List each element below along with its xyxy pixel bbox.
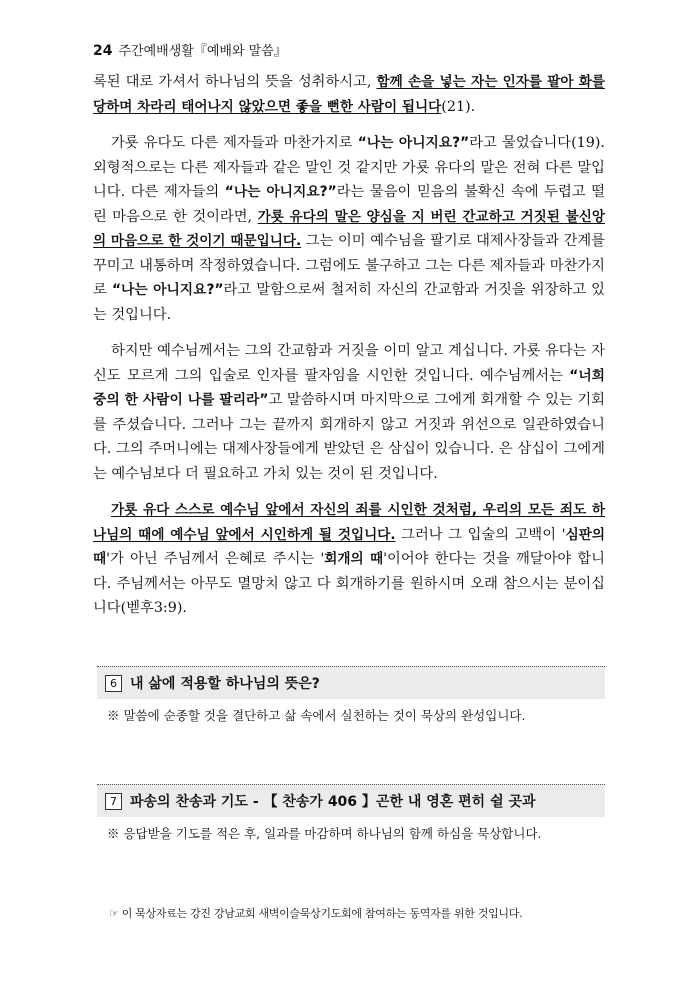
footer-note <box>109 905 522 921</box>
footer-text: ☞ 이 묵상자료는 강진 강남교회 새벽이슬묵상기도회에 참여하는 동역자를 위한 것입니다. <box>109 907 523 920</box>
quote: “나는 아니지요?” <box>357 135 470 151</box>
text-run: 고 말씀하시며 마지막으로 그에게 회개할 수 있는 기회를 주셨습니다. 그러나 그는 끝까지 회개하지 않고 거짓과 위선으로 일관하였습니다. 그의 주머니에는 대제사장들에게 받았던 은 삼십이 있습니다. 은 삼십이 그에게는 예수님보다 더 필요하고 가치 있는 것이 된 것입니다. <box>93 392 605 482</box>
text-run: 그러나 그 입술의 고백이 ' <box>395 526 566 543</box>
emphasis-underline: 가룟 유다 스스로 예수님 앞에서 자신의 죄를 시인한 것처럼, 우리의 모든 죄도 하나님의 때에 예수님 앞에서 시인하게 될 것입니다. <box>93 502 605 543</box>
emphasis-underline: 함께 손을 넣는 자는 인자를 팔아 화를 당하며 차라리 태어나지 않았으면 좋을 뻔한 사람이 됩니다 <box>93 74 605 115</box>
page-header <box>93 40 287 59</box>
section-number: 7 <box>105 793 122 810</box>
paragraph-4 <box>93 498 605 621</box>
text-run: 가룟 유다도 다른 제자들과 마찬가지로 <box>111 135 358 151</box>
section-title: 파송의 찬송과 기도 - 【 찬송가 406 】곤한 내 영혼 편히 쉴 곳과 <box>130 794 536 810</box>
text-run: (21). <box>441 98 476 115</box>
emphasis-underline: 가룟 유다의 말은 양심을 지 버린 간교하고 거짓된 불신앙의 마음으로 한 것이기 때문입니다. <box>93 208 605 249</box>
text-run: '가 아닌 주님께서 은혜로 주시는 ' <box>106 551 325 567</box>
section-note: ※ 응답받을 기도를 적은 후, 일과를 마감하며 하나님의 함께 하심을 묵상합니다. <box>107 826 542 841</box>
quote: “너희 중의 한 사람이 나를 팔리라” <box>93 367 605 408</box>
paragraph-1 <box>93 70 605 119</box>
text-run: 라고 물었습니다(19). 외형적으로는 다른 제자들과 같은 말인 것 같지만 가룟 유다의 말은 전혀 다른 말입니다. 다른 제자들의 <box>93 135 605 200</box>
section-title: 내 삶에 적용할 하나님의 뜻은? <box>130 676 320 692</box>
emphasis: 회개의 때 <box>324 551 384 567</box>
section-6 <box>97 666 605 724</box>
main-text <box>93 70 605 633</box>
section-note: ※ 말씀에 순종할 것을 결단하고 삶 속에서 실천하는 것이 묵상의 완성입니다. <box>107 708 526 723</box>
section-heading <box>97 784 605 817</box>
text-run: 록된 대로 가셔서 하나님의 뜻을 성취하시고, <box>93 74 377 90</box>
text-run: 라고 말함으로써 철저히 자신의 간교함과 거짓을 위장하고 있는 것입니다. <box>93 282 605 323</box>
quote: “나는 아니지요?” <box>224 184 337 200</box>
text-run: 그는 이미 예수님을 팔기로 대제사장들과 간계를 꾸미고 내통하며 작정하였습니다. 그럼에도 불구하고 그는 다른 제자들과 마찬가지로 <box>93 233 605 298</box>
book-title: 주간예배생활『예배와 말씀』 <box>118 44 287 59</box>
paragraph-3 <box>93 339 605 486</box>
emphasis: 심판의 때 <box>93 526 605 567</box>
paragraph-2 <box>93 131 605 327</box>
text-run: '이어야 한다는 것을 깨달아야 합니다. 주님께서는 아무도 멸망치 않고 다 회개하기를 원하시며 오래 참으시는 분이십니다(벧후3:9). <box>93 551 605 616</box>
section-heading <box>97 666 605 699</box>
text-run: 라는 물음이 믿음의 불확신 속에 두렵고 떨린 마음으로 한 것이라면, <box>93 184 605 225</box>
page-number: 24 <box>93 43 113 59</box>
text-run: 하지만 예수님께서는 그의 간교함과 거짓을 이미 알고 계십니다. 가룟 유다는 자신도 모르게 그의 입술로 인자를 팔자임을 시인한 것입니다. 예수님께서는 <box>93 343 605 384</box>
quote: “나는 아니지요?” <box>111 282 224 298</box>
section-7 <box>97 784 605 842</box>
section-number: 6 <box>105 675 122 692</box>
